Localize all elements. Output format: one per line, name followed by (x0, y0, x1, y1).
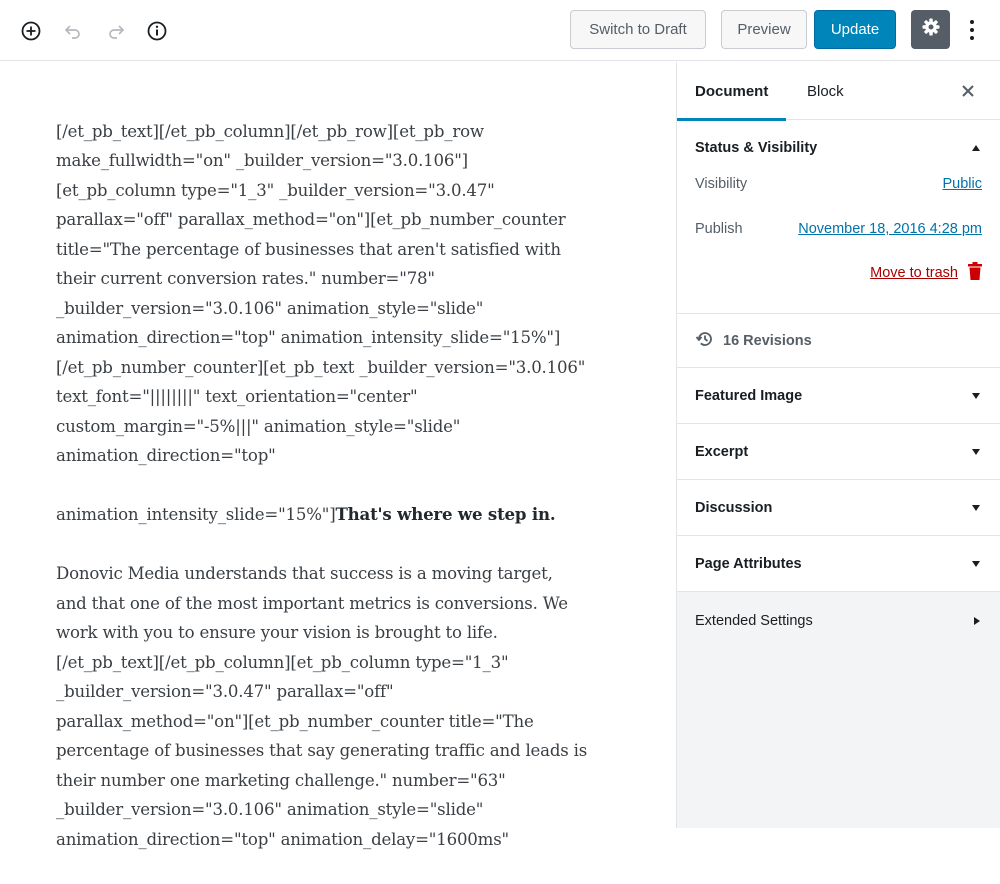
more-vertical-icon[interactable] (962, 15, 982, 45)
content-line: _builder_version="3.0.47" parallax="off" (56, 682, 394, 701)
status-visibility-panel (677, 120, 1000, 314)
content-line: custom_margin="-5%|||" animation_style="slide" (56, 416, 461, 436)
visibility-label: Visibility (695, 176, 748, 192)
preview-button[interactable]: Preview (721, 10, 807, 49)
discussion-panel[interactable] (677, 480, 1000, 536)
history-icon (695, 329, 715, 353)
publish-row (695, 207, 982, 251)
content-line: animation_direction="top" animation_delay="1600ms" (56, 829, 509, 849)
classic-block-content[interactable] (56, 87, 646, 884)
editor-toolbar (0, 0, 1000, 61)
caret-down-icon (972, 393, 980, 399)
panel-title: Page Attributes (695, 555, 802, 572)
redo-icon[interactable] (104, 19, 128, 43)
close-icon[interactable] (958, 81, 978, 101)
bold-text: That's where we step in. (335, 504, 556, 524)
page-attributes-panel[interactable] (677, 536, 1000, 592)
caret-down-icon (972, 505, 980, 511)
settings-button[interactable] (911, 10, 950, 49)
revisions-link[interactable] (677, 314, 1000, 368)
sidebar-empty-area (677, 644, 1000, 828)
extended-settings-toggle[interactable] (677, 592, 1000, 650)
excerpt-panel[interactable] (677, 424, 1000, 480)
editor-canvas[interactable] (0, 62, 676, 849)
extended-settings-label: Extended Settings (695, 612, 813, 629)
panel-title: Discussion (695, 499, 773, 516)
content-line: make_fullwidth="on" _builder_version="3.0.106"] (56, 151, 468, 170)
content-line: parallax_method="on"][et_pb_number_counter title="The (56, 711, 534, 731)
content-line: title="The percentage of businesses that aren't satisfied with (56, 239, 561, 259)
trash-icon[interactable] (968, 262, 982, 284)
featured-image-panel[interactable] (677, 368, 1000, 424)
content-line: and that one of the most important metrics is conversions. We (56, 593, 568, 613)
panel-title: Excerpt (695, 443, 749, 460)
content-line: [/et_pb_number_counter][et_pb_text _builder_version="3.0.106" (56, 357, 586, 377)
info-icon[interactable] (145, 19, 169, 43)
content-line: [/et_pb_text][/et_pb_column][et_pb_column type="1_3" (56, 652, 509, 672)
caret-right-icon (974, 617, 980, 625)
content-line: work with you to ensure your vision is brought to life. (56, 623, 498, 642)
content-line: Donovic Media understands that success is a moving target, (56, 564, 553, 583)
tab-block[interactable]: Block (807, 82, 844, 100)
move-to-trash-link[interactable]: Move to trash (870, 265, 958, 281)
content-line: _builder_version="3.0.106" animation_style="slide" (56, 800, 484, 819)
content-line: their current conversion rates." number="78" (56, 269, 435, 288)
content-line: [/et_pb_text][/et_pb_column][/et_pb_row][et_pb_row (56, 121, 484, 141)
panel-title: Featured Image (695, 387, 803, 404)
content-line: their number one marketing challenge." number="63" (56, 770, 506, 790)
switch-to-draft-button[interactable]: Switch to Draft (570, 10, 706, 49)
caret-up-icon (972, 145, 980, 151)
content-line: text_font="||||||||" text_orientation="center" (56, 387, 418, 406)
content-line: percentage of businesses that say generating traffic and leads is (56, 741, 588, 760)
sidebar-tabs (677, 62, 1000, 120)
tab-document[interactable]: Document (695, 62, 768, 120)
update-button[interactable]: Update (814, 10, 896, 49)
content-line: animation_direction="top" (56, 446, 276, 465)
publish-label: Publish (695, 221, 743, 237)
content-line: animation_direction="top" animation_intensity_slide="15%"] (56, 328, 561, 347)
status-visibility-toggle[interactable] (677, 120, 1000, 175)
content-line: animation_intensity_slide="15%"]That's where we step in. (56, 504, 556, 524)
content-line: parallax="off" parallax_method="on"][et_pb_number_counter (56, 210, 566, 229)
publish-date-link[interactable]: November 18, 2016 4:28 pm (798, 221, 982, 237)
revisions-label: 16 Revisions (723, 332, 812, 349)
content-line: _builder_version="3.0.106" animation_style="slide" (56, 298, 484, 318)
gear-icon (921, 17, 941, 42)
settings-sidebar (676, 62, 1000, 828)
undo-icon[interactable] (61, 19, 85, 43)
trash-row (695, 251, 982, 295)
plus-circle-icon[interactable] (19, 19, 43, 43)
content-line: [et_pb_column type="1_3" _builder_version="3.0.47" (56, 180, 495, 200)
panel-title: Status & Visibility (695, 139, 818, 156)
caret-down-icon (972, 561, 980, 567)
caret-down-icon (972, 449, 980, 455)
visibility-link[interactable]: Public (942, 176, 982, 192)
